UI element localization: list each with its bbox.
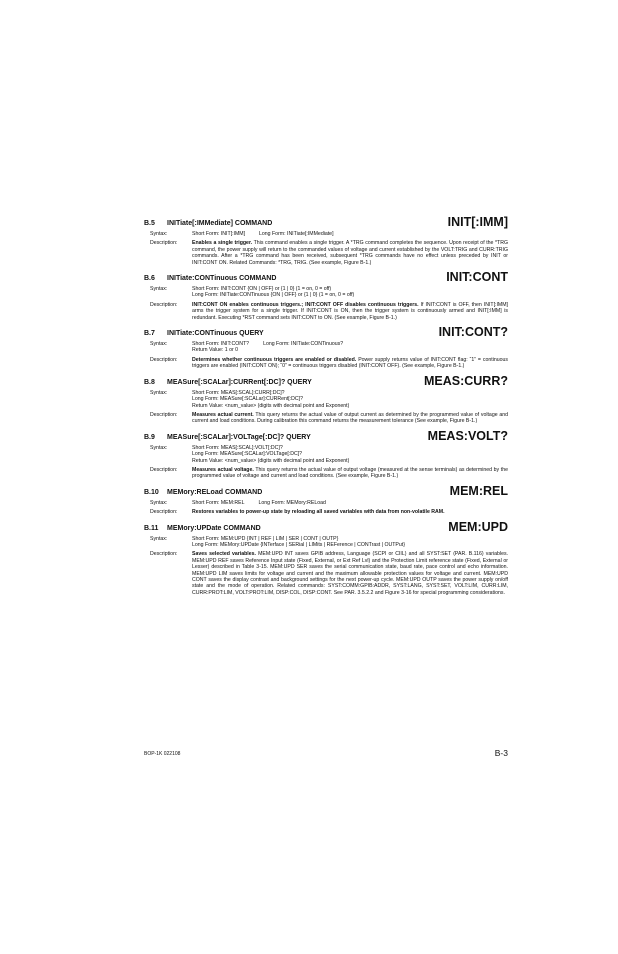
section-heading: [144, 216, 508, 229]
syntax-text: Long Form: MEASure[:SCALar]:CURRent[:DC]?: [192, 396, 303, 403]
description-body: [192, 302, 508, 321]
syntax-body: [192, 536, 508, 549]
syntax-label: Syntax:: [150, 499, 168, 506]
description-text: This query returns the actual value of output voltage (measured at the sense terminals) as determined by the programmed value of voltage and current and load conditions. (See example, Figure B-1.): [192, 466, 508, 480]
syntax-text: Long Form: MEMory:RELoad: [258, 499, 326, 506]
command-abbreviation: INIT[:IMM]: [447, 215, 508, 229]
syntax-line: [192, 458, 508, 464]
description-body: [192, 357, 508, 370]
section-heading: [144, 326, 508, 339]
section-b-9: [144, 430, 508, 480]
section-title: MEMory:RELoad COMMAND: [167, 488, 263, 496]
syntax-label: Syntax:: [150, 444, 168, 451]
syntax-line: [192, 542, 508, 548]
syntax-label: Syntax:: [150, 341, 168, 348]
section-b-8: [144, 375, 508, 425]
section-number: B.6: [144, 275, 155, 283]
section-title: MEMory:UPDate COMMAND: [167, 524, 261, 532]
syntax-body: [192, 500, 508, 506]
description-text: Power supply returns value of INIT:CONT flag: “1” = continuous triggers are enabled (INIT:CONT ON); “0” = continuous triggers disabled (INIT:CONT OFF). (See example, Figure B-1.): [192, 356, 509, 370]
syntax-row: [144, 231, 508, 237]
syntax-body: [192, 445, 508, 464]
description-row: [144, 240, 508, 266]
page-content: [144, 216, 508, 601]
section-number: B.7: [144, 330, 155, 338]
description-body: [192, 509, 508, 515]
section-number: B.8: [144, 378, 155, 386]
syntax-text: Long Form: INITiate:CONTinuous?: [263, 341, 344, 348]
syntax-body: [192, 341, 508, 354]
syntax-text: Long Form: MEMory:UPDate {INTerface | SERial | LIMits | REFerence | CONTrast | OUTPut}: [192, 541, 405, 548]
section-number: B.10: [144, 488, 159, 496]
command-abbreviation: MEM:UPD: [448, 519, 508, 534]
description-lead: Saves selected variables.: [192, 551, 256, 558]
description-lead: Restores variables to power-up state by reloading all saved variables with data from non-volatile RAM.: [192, 509, 445, 516]
command-abbreviation: MEAS:CURR?: [423, 373, 508, 388]
description-lead: Measures actual current.: [192, 411, 254, 418]
description-label: Description:: [150, 301, 178, 308]
description-row: [144, 467, 508, 480]
syntax-line: [192, 347, 508, 353]
syntax-row: [144, 445, 508, 464]
description-label: Description:: [150, 411, 178, 418]
description-label: Description:: [150, 509, 178, 516]
section-b-11: [144, 521, 508, 597]
description-body: [192, 412, 508, 425]
syntax-label: Syntax:: [150, 389, 168, 396]
section-title: INITiate[:IMMediate] COMMAND: [167, 220, 273, 227]
description-row: [144, 509, 508, 515]
description-lead: Measures actual voltage.: [192, 466, 254, 473]
section-number: B.5: [144, 220, 155, 227]
description-text: MEM:UPD INT saves GPIB address, Language (SCPI or CIIL) and all SYST:SET (PAR. B.116) variables. MEM:UPD REF saves Reference Input state (Fixed, External, or Ext Ref Lvl) and the Protection Limit reference state (Fixed, External or Lesser) described in Table 3-15. MEM:UPD SER saves the serial communication state, baud rate, pace control and echo information. MEM:UPD LIM saves limits for voltage and current and the maximum allowable protection values for voltage and current. MEM:UPD CONT saves the display contrast and background settings for the next power-up cycle. MEM:UPD OUTP saves the power supply on/off state and the mode of operation. Related commands: SYST:COMM:GPIB:ADDR, SYST:LANG, SYST:SET, VOLT:LIM, CURR:LIM, CURR:PROT:LIM, VOLT:PROT:LIM, DISP:COL, DISP:CONT. See PAR. 3.5.2.2 and Figure 3-16 for special programming considerations.: [192, 551, 508, 596]
section-number: B.9: [144, 433, 155, 441]
syntax-row: [144, 500, 508, 506]
section-heading: [144, 430, 508, 443]
description-label: Description:: [150, 551, 178, 558]
syntax-line: [192, 500, 508, 506]
description-row: [144, 302, 508, 321]
syntax-text: Short Form: INIT:CONT?: [192, 341, 250, 348]
syntax-row: [144, 390, 508, 409]
section-title: MEASure[:SCALar]:CURRent[:DC]? QUERY: [167, 378, 312, 386]
description-label: Description:: [150, 356, 178, 363]
syntax-text: Short Form: MEAS[:SCAL]:VOLT[:DC]?: [192, 444, 283, 451]
syntax-line: [192, 231, 508, 237]
section-heading: [144, 485, 508, 498]
syntax-text: Short Form: INIT:CONT {ON | OFF} or {1 | 0} (1 = on, 0 = off): [192, 286, 332, 293]
description-body: [192, 240, 508, 266]
section-heading: [144, 271, 508, 284]
syntax-row: [144, 341, 508, 354]
syntax-line: [192, 292, 508, 298]
syntax-text: Short Form: MEM:UPD {INT | REF | LIM | SER | CONT | OUTP}: [192, 535, 339, 542]
description-text: If INIT:CONT is OFF, then INIT[:IMM] arms the trigger system for a single trigger. If INIT:CONT is ON, then the trigger system is continuously armed and INIT[:IMM] is redundant. Executing *RST command sets INIT:CONT to ON. (See example, Figure B-1.): [192, 301, 508, 321]
page-number: B-3: [494, 748, 508, 758]
section-b-5: [144, 216, 508, 266]
syntax-row: [144, 286, 508, 299]
description-label: Description:: [150, 466, 178, 473]
section-title: MEASure[:SCALar]:VOLTage[:DC]? QUERY: [167, 433, 311, 441]
syntax-body: [192, 286, 508, 299]
description-row: [144, 412, 508, 425]
description-row: [144, 357, 508, 370]
description-lead: INIT:CONT ON enables continuous triggers.; INIT:CONT OFF disables continuous triggers.: [192, 301, 419, 308]
syntax-label: Syntax:: [150, 286, 168, 293]
syntax-text: Return Value: <num_value> (digits with decimal point and Exponent): [192, 402, 350, 409]
section-b-6: [144, 271, 508, 321]
syntax-text: Return Value: 1 or 0: [192, 347, 239, 354]
syntax-body: [192, 231, 508, 237]
command-abbreviation: MEM:REL: [449, 483, 508, 498]
command-abbreviation: INIT:CONT?: [438, 325, 508, 340]
syntax-line: [192, 403, 508, 409]
section-heading: [144, 375, 508, 388]
description-text: This query returns the actual value of output current as determined by the programmed value of voltage and current and load conditions. During calibration this command returns the measurement tolerance (See example, Figure B-1.): [192, 411, 508, 425]
page-footer: [144, 748, 508, 760]
section-b-10: [144, 485, 508, 516]
section-title: INITiate:CONTinuous QUERY: [167, 330, 264, 338]
section-number: B.11: [144, 524, 159, 532]
syntax-label: Syntax:: [150, 535, 168, 542]
section-heading: [144, 521, 508, 534]
command-abbreviation: INIT:CONT: [446, 270, 508, 285]
description-body: [192, 467, 508, 480]
section-title: INITiate:CONTinuous COMMAND: [167, 275, 277, 283]
document-id: BOP-1K 022108: [144, 751, 181, 757]
syntax-text: Short Form: INIT[:IMM]: [192, 231, 246, 237]
syntax-label: Syntax:: [150, 231, 168, 237]
description-text: This command enables a single trigger. A *TRG command completes the sequence. Upon receipt of the *TRG command, the power supply will return to the commanded values of voltage and current established by the VOLT:TRIG and CURR:TRIG commands. After a *TRG command has been received, subsequent *TRG commands have no effect unless preceded by INIT or INIT:CONT ON. Related Commands: *TRG, TRIG. (See example, Figure B-1.): [192, 240, 508, 266]
section-b-7: [144, 326, 508, 370]
description-lead: Enables a single trigger.: [192, 240, 253, 247]
syntax-body: [192, 390, 508, 409]
syntax-row: [144, 536, 508, 549]
description-body: [192, 551, 508, 596]
syntax-text: Return Value: <num_value> (digits with decimal point and Exponent): [192, 457, 350, 464]
description-label: Description:: [150, 240, 178, 247]
syntax-text: Short Form: MEM:REL: [192, 499, 245, 506]
syntax-text: Long Form: INITiate:CONTinuous {ON | OFF} or {1 | 0} (1 = on, 0 = off): [192, 292, 355, 299]
description-lead: Determines whether continuous triggers are enabled or disabled.: [192, 356, 357, 363]
syntax-text: Short Form: MEAS[:SCAL]:CURR[:DC]?: [192, 389, 285, 396]
command-abbreviation: MEAS:VOLT?: [427, 428, 508, 443]
syntax-text: Long Form: MEASure[:SCALar]:VOLTage[:DC]?: [192, 451, 303, 458]
syntax-text: Long Form: INITiate[:IMMediate]: [259, 231, 334, 237]
description-row: [144, 551, 508, 596]
